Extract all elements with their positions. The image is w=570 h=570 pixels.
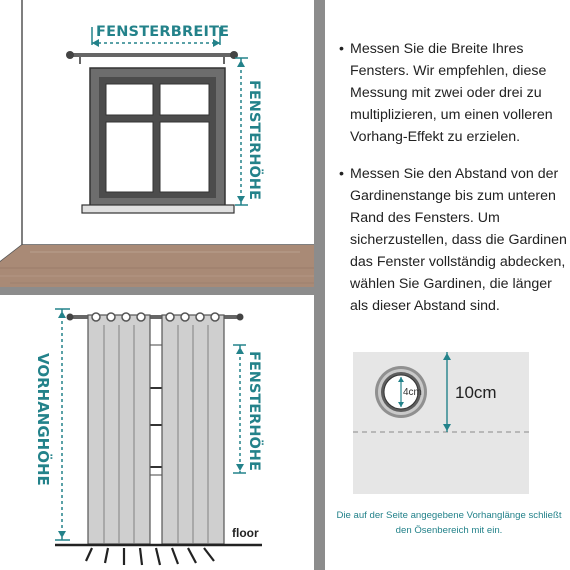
window-pane [106,122,153,192]
window-room-drawing [0,0,314,287]
window-pane [160,122,209,192]
window-height-label: FENSTERHÖHE [246,80,262,200]
diameter-label: 4cm [403,387,422,398]
bullet-icon: • [339,41,344,57]
window-measurement-illustration [0,0,314,287]
instruction-item [339,38,567,148]
window-pane [106,84,153,115]
wood-floor [0,245,314,287]
curtain-rod [72,53,232,57]
grommet-drawing [353,352,529,494]
horizontal-divider [0,287,314,295]
instructions-panel [325,0,570,570]
curtain-measurement-illustration [0,295,314,570]
window-width-label: FENSTERBREITE [96,24,230,40]
window-gap [150,345,162,475]
fabric-swatch [353,352,529,494]
window-sill [82,205,234,213]
bullet-icon: • [339,166,344,182]
grommet-detail [353,352,529,494]
height-label: 10cm [455,383,497,402]
floor-hatching [86,548,214,565]
caption-text: Die auf der Seite angegebene Vorhanglänge schließt den Ösenbereich mit ein. [336,510,562,536]
instruction-item [339,163,567,317]
rod-end-left [66,51,74,59]
instruction-text: Messen Sie den Abstand von der Gardinenstange bis zum unteren Rand des Fensters. Um sicherzustellen, dass die Gardinen das Fenster vollständig abdecken, wählen Sie Gardinen, die länger als dieser Abstand sind. [350,166,567,314]
window-pane [160,84,209,115]
instruction-text: Messen Sie die Breite Ihres Fensters. Wir empfehlen, diese Messung mit zwei oder drei zu multiplizieren, um einen volleren Vorhang-Effekt zu erzielen. [350,41,553,145]
floor-label: floor [232,526,259,540]
curtain-height-label: VORHANGHÖHE [34,353,52,486]
vertical-divider [314,0,325,570]
window-height-label: FENSTERHÖHE [246,351,262,471]
